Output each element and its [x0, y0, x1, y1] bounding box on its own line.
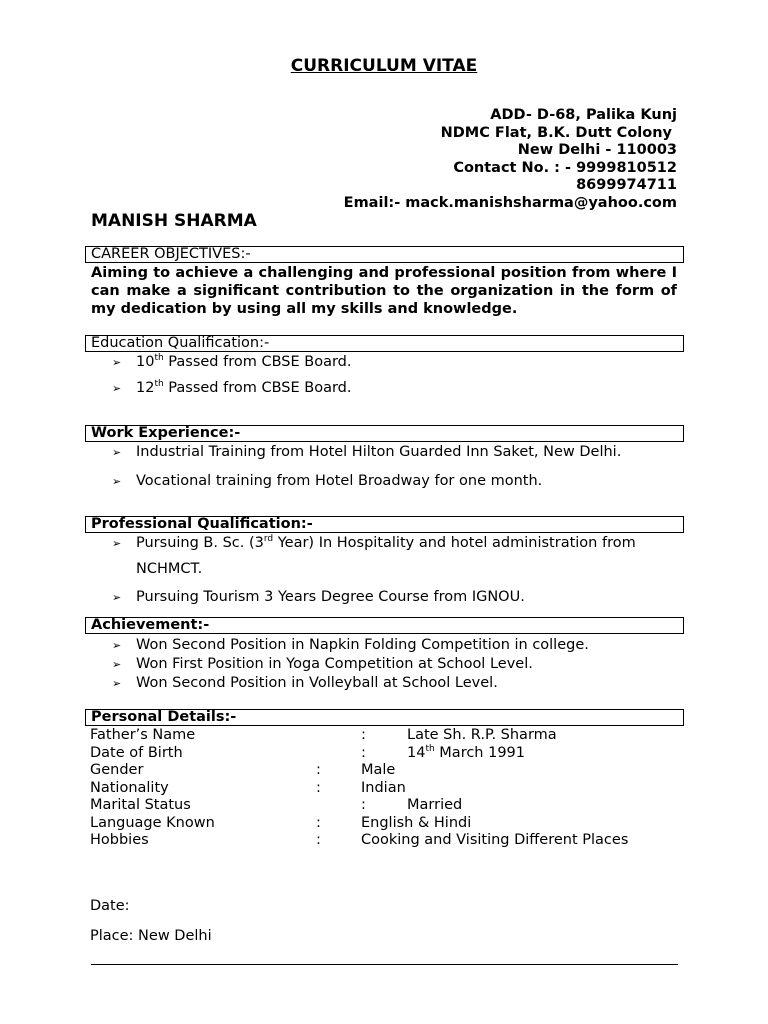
arrow-bullet-icon: ➢ — [112, 677, 122, 690]
professional-qualification-item: ➢ Pursuing Tourism 3 Years Degree Course from IGNOU. — [112, 589, 525, 605]
address-line-1: ADD- D-68, Palika Kunj — [490, 107, 677, 123]
field-separator: : — [361, 745, 366, 761]
education-heading: Education Qualification:- — [85, 335, 684, 352]
professional-qualification-item: ➢ Pursuing B. Sc. (3rd Year) In Hospitality and hotel administration from — [112, 534, 636, 551]
signature-rule — [91, 964, 678, 965]
field-separator: : — [316, 780, 321, 796]
arrow-bullet-icon: ➢ — [112, 537, 122, 550]
achievement-item: ➢ Won Second Position in Napkin Folding Competition in college. — [112, 637, 589, 653]
arrow-bullet-icon: ➢ — [112, 446, 122, 459]
gender-label: Gender — [90, 762, 144, 778]
father-name-value: Late Sh. R.P. Sharma — [407, 727, 557, 743]
field-separator: : — [316, 815, 321, 831]
address-line-3: New Delhi - 110003 — [517, 142, 677, 158]
education-item: ➢ 12th Passed from CBSE Board. — [112, 379, 352, 396]
language-known-value: English & Hindi — [361, 815, 472, 831]
date-of-birth-label: Date of Birth — [90, 745, 183, 761]
arrow-bullet-icon: ➢ — [112, 639, 122, 652]
work-experience-item: ➢ Industrial Training from Hotel Hilton Guarded Inn Saket, New Delhi. — [112, 444, 622, 460]
arrow-bullet-icon: ➢ — [112, 382, 122, 395]
field-separator: : — [361, 797, 366, 813]
work-experience-heading: Work Experience:- — [85, 425, 684, 442]
hobbies-value: Cooking and Visiting Different Places — [361, 832, 629, 848]
marital-status-value: Married — [407, 797, 463, 813]
contact-number-alt: 8699974711 — [576, 177, 677, 193]
arrow-bullet-icon: ➢ — [112, 658, 122, 671]
career-objectives-text: Aiming to achieve a challenging and professional position from where I can make a significant contribution to the organization in the form of my dedication by using all my skills and knowledge. — [91, 265, 677, 317]
achievement-heading: Achievement:- — [85, 617, 684, 634]
nationality-value: Indian — [361, 780, 406, 796]
date-of-birth-value: 14th March 1991 — [407, 744, 526, 761]
career-objectives-heading: CAREER OBJECTIVES:- — [85, 246, 684, 263]
candidate-name: MANISH SHARMA — [91, 211, 257, 231]
professional-qualification-heading: Professional Qualification:- — [85, 516, 684, 533]
address-line-2: NDMC Flat, B.K. Dutt Colony — [440, 125, 672, 141]
language-known-label: Language Known — [90, 815, 215, 831]
father-name-label: Father’s Name — [90, 727, 196, 743]
marital-status-label: Marital Status — [90, 797, 191, 813]
arrow-bullet-icon: ➢ — [112, 591, 122, 604]
work-experience-item: ➢ Vocational training from Hotel Broadway for one month. — [112, 473, 543, 489]
achievement-item: ➢ Won First Position in Yoga Competition at School Level. — [112, 656, 533, 672]
nationality-label: Nationality — [90, 780, 169, 796]
field-separator: : — [316, 762, 321, 778]
professional-qualification-item-continued: NCHMCT. — [136, 561, 203, 577]
hobbies-label: Hobbies — [90, 832, 149, 848]
field-separator: : — [316, 832, 321, 848]
personal-details-heading: Personal Details:- — [85, 709, 684, 726]
email-address: Email:- mack.manishsharma@yahoo.com — [343, 195, 677, 211]
achievement-item: ➢ Won Second Position in Volleyball at School Level. — [112, 675, 498, 691]
date-label: Date: — [90, 898, 130, 914]
gender-value: Male — [361, 762, 396, 778]
education-item: ➢ 10th Passed from CBSE Board. — [112, 353, 352, 370]
contact-number: Contact No. : - 9999810512 — [453, 160, 677, 176]
place-label: Place: New Delhi — [90, 928, 212, 944]
arrow-bullet-icon: ➢ — [112, 356, 122, 369]
document-title: CURRICULUM VITAE — [290, 56, 478, 76]
field-separator: : — [361, 727, 366, 743]
arrow-bullet-icon: ➢ — [112, 475, 122, 488]
